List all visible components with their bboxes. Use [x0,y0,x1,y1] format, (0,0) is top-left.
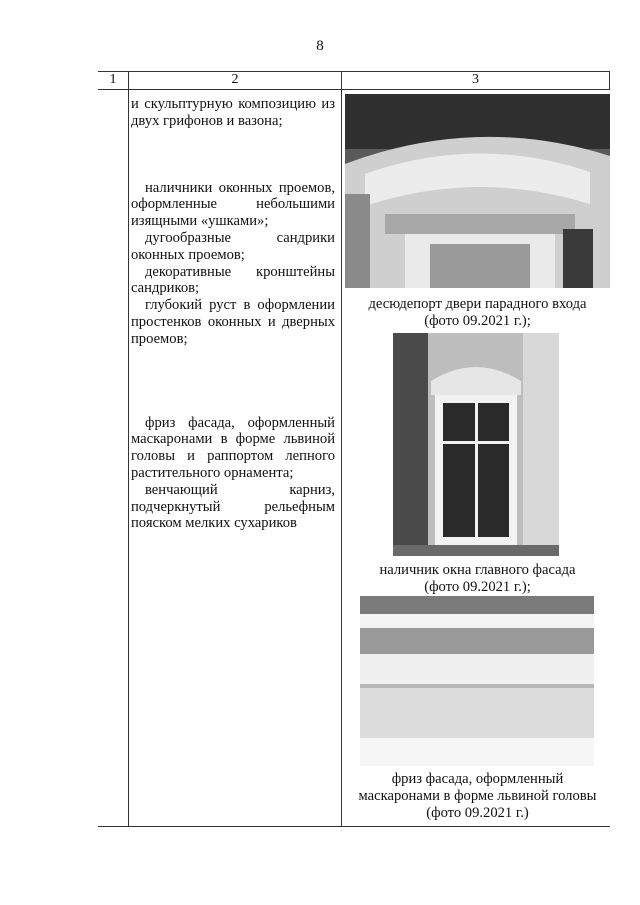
feature-paragraph: дугообразные сандрики оконных проемов; [131,229,335,263]
header-bottom-rule [98,89,610,90]
feature-paragraph: глубокий руст в оформлении простенков оконных и дверных проемов; [131,297,335,347]
photo-overdoor [345,94,610,288]
feature-paragraph: венчающий карниз, подчеркнутый рельефным пояском мелких сухариков [131,481,335,532]
caption-line: (фото 09.2021 г.); [424,579,531,595]
table-bottom-rule [98,826,610,827]
caption-window-surround [345,562,610,596]
column-divider-right [609,71,610,90]
feature-paragraph: наличники оконных проемов, оформленные небольшими изящными «ушками»; [131,179,335,230]
page-number: 8 [316,38,324,54]
caption-line: наличник окна главного фасада [379,562,576,578]
column-header-3: 3 [472,72,479,87]
column-divider-1 [128,71,129,827]
features-text-column [131,96,335,532]
caption-line: (фото 09.2021 г.) [426,805,529,821]
caption-overdoor [345,296,610,330]
caption-frieze [345,771,610,822]
column-header-2: 2 [231,72,239,87]
column-header-1: 1 [109,72,117,87]
feature-paragraph: фриз фасада, оформленный маскаронами в форме львиной головы и раппортом лепного растительного орнамента; [131,414,335,481]
photo-window-surround [393,333,559,556]
column-divider-2 [341,71,342,827]
caption-line: десюдепорт двери парадного входа [368,296,587,312]
photo-frieze [360,596,594,766]
feature-paragraph: и скульптурную композицию из двух грифонов и вазона; [131,96,335,129]
caption-line: фриз фасада, оформленный [391,771,564,787]
caption-line: (фото 09.2021 г.); [424,313,531,329]
caption-line: маскаронами в форме львиной головы [358,788,597,804]
feature-paragraph: декоративные кронштейны сандриков; [131,263,335,297]
